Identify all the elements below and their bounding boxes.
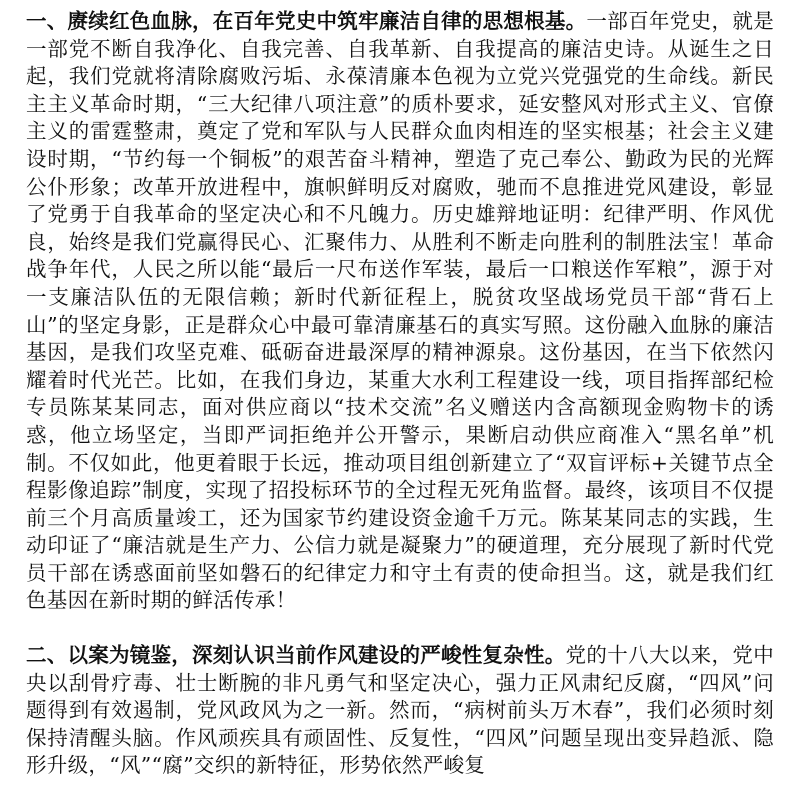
section-2-heading: 二、以案为镜鉴，深刻认识当前作风建设的严峻性复杂性。 [26, 643, 566, 668]
section-1-body: 一部百年党史，就是一部党不断自我净化、自我完善、自我革新、自我提高的廉洁史诗。从诞生之日起，我们党就将清除腐败污垢、永葆清廉本色视为立党兴党强党的生命线。新民主主义革命时期，“三大纪律八项注意”的质朴要求，延安整风对形式主义、官僚主义的雷霆整肃，奠定了党和军队与人民群众血肉相连的坚实根基；社会主义建设时期，“节约每一个铜板”的艰苦奋斗精神，塑造了克己奉公、勤政为民的光辉公仆形象；改革开放进程中，旗帜鲜明反对腐败，驰而不息推进党风建设，彰显了党勇于自我革命的坚定决心和不凡魄力。历史雄辩地证明：纪律严明、作风优良，始终是我们党赢得民心、汇聚伟力、从胜利不断走向胜利的制胜法宝！革命战争年代，人民之所以能“最后一尺布送作军装，最后一口粮送作军粮”，源于对一支廉洁队伍的无限信赖；新时代新征程上，脱贫攻坚战场党员干部“背石上山”的坚定身影，正是群众心中最可靠清廉基石的真实写照。这份融入血脉的廉洁基因，是我们攻坚克难、砥砺奋进最深厚的精神源泉。这份基因，在当下依然闪耀着时代光芒。比如，在我们身边，某重大水利工程建设一线，项目指挥部纪检专员陈某某同志，面对供应商以“技术交流”名义赠送内含高额现金购物卡的诱惑，他立场坚定，当即严词拒绝并公开警示，果断启动供应商准入“黑名单”机制。不仅如此，他更着眼于长远，推动项目组创新建立了“双盲评标+关键节点全程影像追踪”制度，实现了招投标环节的全过程无死角监督。最终，该项目不仅提前三个月高质量竣工，还为国家节约建设资金逾千万元。陈某某同志的实践，生动印证了“廉洁就是生产力、公信力就是凝聚力”的硬道理，充分展现了新时代党员干部在诱惑面前坚如磐石的纪律定力和守土有责的使命担当。这，就是我们红色基因在新时期的鲜活传承！ [26, 9, 774, 613]
section-2-paragraph [0, 642, 800, 780]
section-1-heading: 一、赓续红色血脉，在百年党史中筑牢廉洁自律的思想根基。 [26, 9, 587, 33]
paragraph-spacer [0, 615, 800, 642]
section-2-body: 党的十八大以来，党中央以刮骨疗毒、壮士断腕的非凡勇气和坚定决心，强力正风肃纪反腐，“四风”问题得到有效遏制，党风政风为之一新。然而，“病树前头万木春”，我们必须时刻保持清醒头脑。作风顽疾具有顽固性、反复性，“四风”问题呈现出变异趋派、隐形升级，“风”“腐”交织的新特征，形势依然严峻复 [26, 643, 775, 778]
